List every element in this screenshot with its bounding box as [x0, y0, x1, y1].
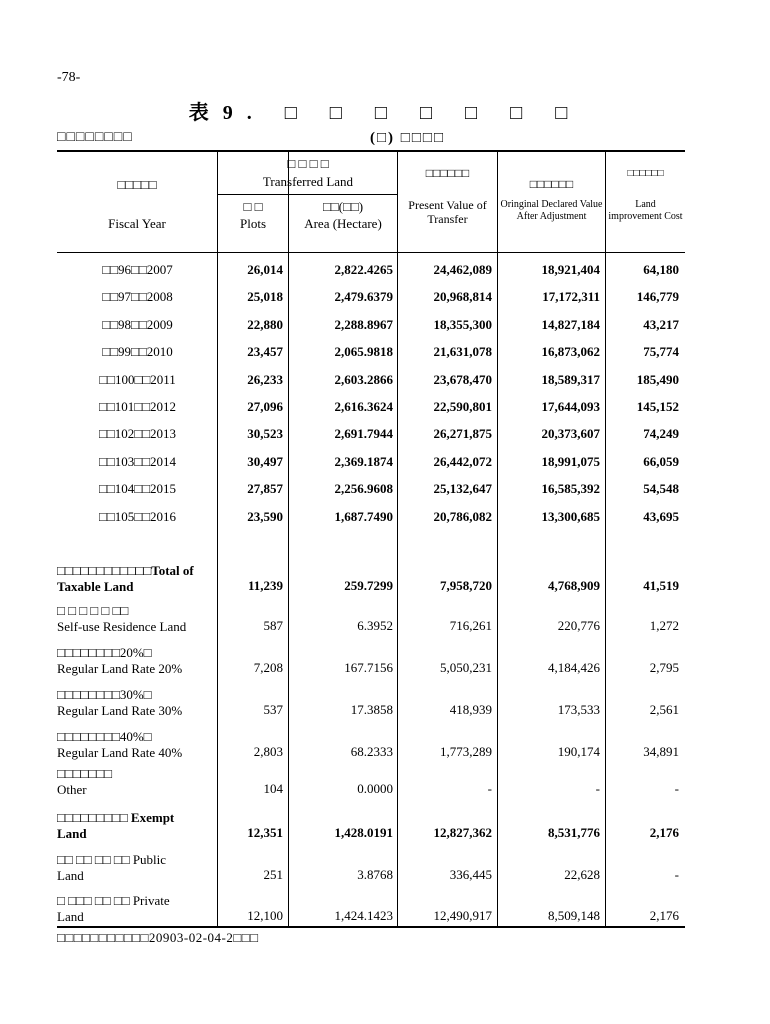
fiscal-year-label: □□97□□2008	[102, 289, 173, 305]
table-cell-orig: -	[595, 781, 600, 796]
header-improve-en: Land improvement Cost	[608, 199, 683, 222]
table-cell-area: 0.0000	[357, 781, 393, 796]
table-cell-area: 1,428.0191	[334, 825, 393, 840]
fiscal-year-label: □□101□□2012	[99, 399, 176, 414]
table-cell-present: 1,773,289	[440, 744, 492, 759]
table-cell-plots: 12,100	[247, 908, 283, 923]
table-cell-plots: 537	[263, 702, 283, 717]
category-label-line2: Regular Land Rate 30%	[57, 702, 183, 718]
category-label	[57, 603, 186, 634]
table-cell-improve: 54,548	[643, 481, 679, 497]
fiscal-year-label: □□96□□2007	[102, 262, 173, 277]
table-cell-plots: 26,233	[247, 371, 283, 387]
table-cell-orig: 18,991,075	[541, 453, 600, 469]
table-cell-present: 24,462,089	[433, 262, 492, 277]
fiscal-year-label: □□100□□2011	[99, 371, 176, 387]
page-number: -78-	[57, 70, 81, 85]
table-cell-present: 26,442,072	[433, 453, 492, 469]
category-label-line2: Self-use Residence Land	[57, 618, 187, 634]
category-label	[57, 563, 194, 594]
category-label	[57, 852, 166, 883]
table-cell-present: 5,050,231	[440, 660, 492, 675]
category-label-line2: Land	[57, 825, 87, 841]
table-cell-orig: 4,768,909	[548, 578, 600, 593]
table-cell-present: 21,631,078	[433, 344, 492, 360]
table-cell-area: 2,369.1874	[334, 453, 393, 469]
table-cell-present: 12,490,917	[433, 908, 492, 923]
table-cell-improve: 41,519	[643, 578, 679, 593]
category-label-line1: □ □□□ □□ □□ Private	[57, 893, 170, 908]
table-cell-present: 716,261	[449, 618, 492, 633]
table-cell-plots: 30,523	[247, 426, 283, 442]
table-cell-improve: 1,272	[649, 618, 679, 633]
table-cell-orig: 18,589,317	[541, 371, 600, 387]
category-label-line1: □□□□□□□□20%□	[57, 645, 152, 660]
header-plots-en: Plots	[239, 216, 266, 231]
table-cell-orig: 20,373,607	[541, 426, 600, 442]
header-improve-cn: □□□□□□	[627, 168, 664, 179]
table-cell-area: 2,822.4265	[334, 262, 393, 277]
column-divider	[288, 152, 289, 926]
table-cell-plots: 26,014	[247, 262, 283, 277]
category-label-line1: □□□□□□□	[57, 766, 112, 781]
table-cell-present: 26,271,875	[433, 426, 492, 442]
table-cell-present: 7,958,720	[440, 578, 492, 593]
table-cell-present: 23,678,470	[433, 371, 492, 387]
header-present-cn: □□□□□□	[425, 166, 470, 180]
table-cell-area: 2,603.2866	[334, 371, 393, 387]
table-cell-area: 2,691.7944	[334, 426, 393, 442]
fiscal-year-label: □□104□□2015	[99, 481, 176, 497]
header-transferred-en: Transferred Land	[262, 174, 354, 189]
table-cell-improve: 75,774	[643, 344, 679, 360]
fiscal-year-label: □□98□□2009	[102, 316, 173, 332]
table-cell-improve: 74,249	[643, 426, 679, 442]
header-fiscal-year-cn: □□□□□	[117, 177, 157, 192]
subtitle-left: □□□□□□□□	[57, 130, 133, 145]
category-label-line2: Regular Land Rate 20%	[57, 660, 183, 676]
category-label-line1: □□□□□□□□□□□□Total of	[57, 563, 194, 578]
table-cell-plots: 104	[263, 781, 283, 796]
table-cell-plots: 12,351	[247, 825, 283, 840]
column-divider	[397, 152, 398, 926]
table-cell-area: 1,424.1423	[334, 908, 393, 923]
table-cell-present: 22,590,801	[433, 399, 492, 414]
column-divider	[605, 152, 606, 926]
category-label-line2: Land	[57, 867, 84, 883]
table-cell-present: 12,827,362	[433, 825, 492, 840]
table-cell-area: 2,616.3624	[334, 399, 393, 414]
table-cell-area: 2,065.9818	[334, 344, 393, 360]
header-area-cn: □□(□□)	[322, 199, 364, 214]
subtitle-right: (□) □□□□	[370, 130, 446, 146]
table-cell-orig: 14,827,184	[541, 316, 600, 332]
table-cell-improve: 2,795	[649, 660, 679, 675]
header-transferred-cn: □ □ □ □	[287, 156, 329, 171]
table-cell-orig: 190,174	[557, 744, 600, 759]
table-cell-present: 20,968,814	[433, 289, 492, 305]
table-cell-area: 3.8768	[357, 867, 393, 882]
table-cell-present: 20,786,082	[433, 508, 492, 524]
table-cell-plots: 587	[263, 618, 283, 633]
table-cell-area: 6.3952	[357, 618, 393, 633]
column-divider	[497, 152, 498, 926]
table-cell-present: -	[487, 781, 492, 796]
table-cell-improve: 34,891	[643, 744, 679, 759]
header-orig-cn: □□□□□□	[529, 177, 574, 191]
table-title: 表9. □ □ □ □ □ □ □	[188, 102, 582, 124]
table-cell-area: 17.3858	[350, 702, 393, 717]
table-cell-orig: 8,509,148	[548, 908, 600, 923]
table-cell-improve: 64,180	[643, 262, 679, 277]
header-bottom-rule	[57, 252, 685, 253]
category-label	[57, 729, 182, 760]
header-area-en: Area (Hectare)	[304, 216, 382, 231]
table-cell-orig: 17,172,311	[542, 289, 600, 305]
transferred-sub-rule	[218, 194, 398, 195]
category-label	[57, 766, 112, 797]
table-cell-orig: 13,300,685	[541, 508, 600, 524]
table-cell-improve: 2,561	[649, 702, 679, 717]
table-cell-plots: 23,457	[247, 344, 283, 360]
category-label	[57, 687, 182, 718]
fiscal-year-label: □□99□□2010	[102, 344, 173, 360]
table-cell-orig: 22,628	[564, 867, 600, 882]
table-cell-plots: 22,880	[247, 316, 283, 332]
table-cell-area: 2,479.6379	[334, 289, 393, 305]
category-label-line2: Land	[57, 908, 84, 924]
table-cell-plots: 25,018	[247, 289, 283, 305]
category-label-line1: □□□□□□□□30%□	[57, 687, 152, 702]
header-present-en: Present Value of Transfer	[408, 198, 487, 226]
header-orig-en: Oringinal Declared Value After Adjustment	[500, 199, 603, 222]
category-label-line1: □□ □□ □□ □□ Public	[57, 852, 167, 867]
table-cell-area: 259.7299	[344, 578, 393, 593]
table-cell-improve: 43,217	[643, 316, 679, 332]
header-plots-cn: □ □	[243, 199, 263, 214]
table-cell-orig: 220,776	[557, 618, 600, 633]
fiscal-year-label: □□105□□2016	[99, 508, 176, 524]
header-fiscal-year-en: Fiscal Year	[108, 216, 166, 231]
category-label-line2: Regular Land Rate 40%	[57, 744, 183, 760]
table-cell-orig: 173,533	[557, 702, 600, 717]
table-cell-orig: 18,921,404	[541, 262, 600, 277]
table-cell-present: 418,939	[449, 702, 492, 717]
category-label	[57, 645, 182, 676]
table-cell-improve: -	[674, 781, 679, 796]
category-label-line1: □□□□□□□□40%□	[57, 729, 152, 744]
table-cell-improve: 2,176	[649, 825, 679, 840]
table-cell-orig: 16,585,392	[541, 481, 600, 497]
table-bottom-rule	[57, 926, 685, 928]
category-label-line2: Taxable Land	[57, 578, 134, 594]
table-cell-plots: 27,857	[247, 481, 283, 497]
table-cell-improve: 43,695	[643, 508, 679, 524]
table-top-rule	[57, 150, 685, 152]
table-cell-plots: 27,096	[247, 399, 283, 414]
table-cell-area: 2,256.9608	[334, 481, 393, 497]
table-cell-orig: 17,644,093	[541, 399, 600, 414]
table-cell-present: 25,132,647	[433, 481, 492, 497]
table-cell-orig: 8,531,776	[548, 825, 600, 840]
table-cell-present: 336,445	[449, 867, 492, 882]
table-cell-present: 18,355,300	[433, 316, 492, 332]
table-cell-area: 1,687.7490	[334, 508, 393, 524]
table-cell-improve: 145,152	[636, 399, 679, 414]
category-label-line1: □ □ □ □ □ □□	[57, 603, 129, 618]
table-cell-improve: 66,059	[643, 453, 679, 469]
category-label	[57, 893, 170, 924]
table-cell-orig: 4,184,426	[548, 660, 600, 675]
table-cell-plots: 251	[263, 867, 283, 882]
table-cell-improve: 146,779	[636, 289, 679, 305]
table-cell-plots: 30,497	[247, 453, 283, 469]
table-cell-orig: 16,873,062	[541, 344, 600, 360]
table-cell-improve: 2,176	[649, 908, 679, 923]
table-cell-area: 167.7156	[344, 660, 393, 675]
table-cell-plots: 7,208	[253, 660, 283, 675]
table-cell-improve: 185,490	[636, 371, 679, 387]
table-cell-plots: 11,239	[247, 578, 283, 593]
source-note: □□□□□□□□□□□20903-02-04-2□□□	[57, 930, 259, 945]
category-label-line2: Other	[57, 781, 87, 797]
category-label-line1: □□□□□□□□□ Exempt	[57, 810, 175, 825]
table-cell-area: 68.2333	[350, 744, 393, 759]
table-cell-improve: -	[674, 867, 679, 882]
fiscal-year-label: □□103□□2014	[99, 453, 176, 469]
fiscal-year-label: □□102□□2013	[99, 426, 176, 442]
category-label	[57, 810, 174, 841]
table-cell-plots: 2,803	[253, 744, 283, 759]
table-cell-plots: 23,590	[247, 508, 283, 524]
table-cell-area: 2,288.8967	[334, 316, 393, 332]
